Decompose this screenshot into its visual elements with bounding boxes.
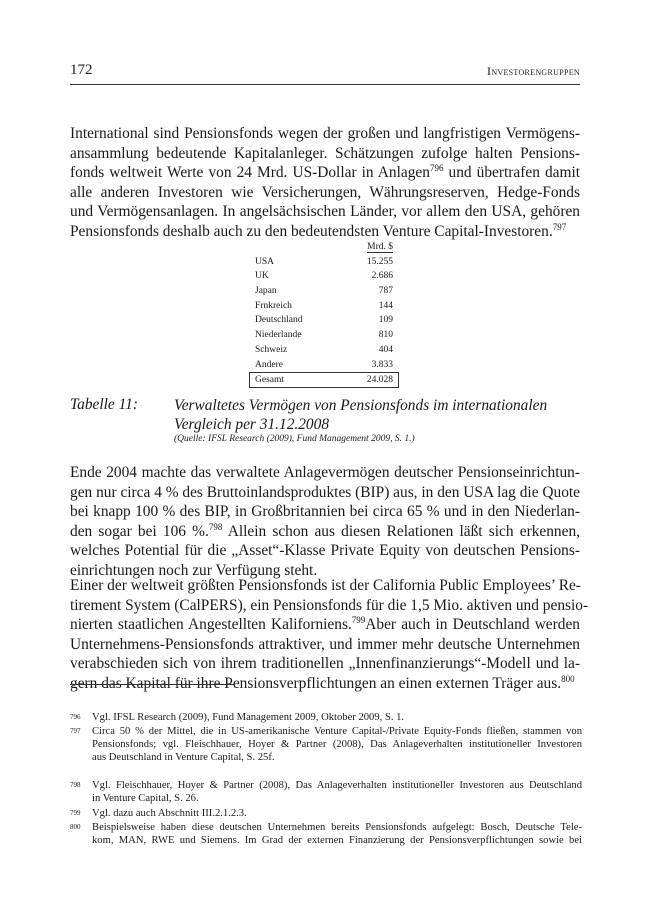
footnote-text — [92, 780, 582, 806]
table-cell-country: Frnkreich — [255, 300, 292, 311]
table-cell-country: Schweiz — [255, 344, 288, 355]
table-cell-value: 144 — [378, 300, 393, 311]
footnote-ref[interactable]: 798 — [208, 521, 223, 532]
paragraph-line: bei knapp 100 % des BIP, in Großbritannien bei circa 65 % und in den Niederlan- — [70, 503, 580, 521]
footnote-text — [92, 726, 582, 764]
table-row — [249, 284, 399, 299]
paragraph-line: verabschieden sich von ihrem traditionellen „Innenfinanzierungs“-Modell und la- — [70, 655, 580, 673]
table-cell-value: 810 — [378, 330, 393, 341]
footnote-line: Vgl. dazu auch Abschnitt III.2.1.2.3. — [92, 808, 247, 819]
table-cell-value: 3.833 — [371, 359, 393, 370]
table-cell-country: Deutschland — [255, 315, 303, 326]
footnote-text — [92, 712, 582, 725]
table-cell-value: 787 — [378, 286, 393, 297]
pension-assets-table — [249, 240, 399, 388]
paragraph-line — [70, 163, 580, 183]
table-cell-value: 404 — [378, 344, 393, 355]
footnote-text — [92, 822, 582, 848]
footnote-ref[interactable]: 800 — [561, 673, 575, 684]
table-unit-header: Mrd. $ — [367, 242, 393, 252]
table-total-row — [249, 372, 399, 388]
footnote-divider — [70, 684, 235, 685]
table-cell-country: USA — [255, 256, 275, 267]
page-number: 172 — [70, 62, 93, 78]
footnote-number: 799 — [70, 809, 81, 817]
table-row — [249, 255, 399, 270]
table-total-label: Gesamt — [255, 375, 285, 386]
footnote-ref[interactable]: 796 — [429, 163, 444, 174]
caption-line: Verwaltetes Vermögen von Pensionsfonds im internationalen — [174, 397, 548, 414]
paragraph-2 — [70, 463, 580, 581]
paragraph-1 — [70, 124, 580, 242]
paragraph-line: einrichtungen noch zur Verfügung steht. — [70, 561, 318, 579]
text-span: gern das Kapital für ihre Pensionsverpflichtungen an einen externen Träger aus. — [70, 674, 562, 692]
footnote-line: kom, MAN, RWE und Siemens. Im Grad der externen Finanzierung der Pensionsverpflichtungen sowie bei — [92, 834, 582, 846]
table-row — [249, 313, 399, 328]
footnote-line: in Venture Capital, S. 26. — [92, 792, 199, 804]
footnote-line: Pensionsfonds; vgl. Fleischhauer, Hoyer & Partner (2008), Das Anlageverhalten institutioneller Investoren — [92, 738, 582, 750]
text-span: Pensionsfonds deshalb auch zu den bedeutendsten Venture Capital-Investoren. — [70, 222, 553, 240]
paragraph-line: International sind Pensionsfonds wegen der großen und langfristigen Vermögens- — [70, 125, 580, 142]
footnote-line: aus Deutschland in Venture Capital, S. 25f. — [92, 751, 275, 763]
table-cell-value: 2.686 — [371, 271, 393, 282]
paragraph-line: Ende 2004 machte das verwaltete Anlagevermögen deutscher Pensionseinrichtun- — [70, 464, 580, 481]
table-cell-value: 109 — [378, 315, 393, 326]
table-cell-country: Niederlande — [255, 330, 302, 341]
paragraph-line — [70, 522, 580, 542]
paragraph-3 — [70, 576, 589, 694]
paragraph-line: gen nur circa 4 % des Bruttoinlandsproduktes (BIP) aus, in den USA lag die Quote — [70, 483, 580, 501]
footnote-text — [92, 808, 582, 821]
footnote-number: 798 — [70, 781, 81, 789]
paragraph-line: alle anderen Investoren wie Versicherungen, Währungsreserven, Hedge-Fonds — [70, 183, 580, 201]
table-caption-text — [174, 396, 584, 434]
page-header — [70, 62, 580, 85]
footnote-line: Vgl. IFSL Research (2009), Fund Management 2009, Oktober 2009, S. 1. — [92, 712, 405, 723]
table-row — [249, 343, 399, 358]
paragraph-line: Unternehmens-Pensionsfonds attraktiver, und immer mehr deutsche Unternehmen — [70, 635, 580, 653]
table-row — [249, 269, 399, 284]
table-total-value: 24.028 — [366, 375, 393, 386]
table-cell-country: UK — [255, 271, 269, 282]
text-span: den sogar bei 106 %. — [70, 522, 209, 540]
footnote-ref[interactable]: 797 — [552, 221, 567, 232]
paragraph-line: welches Potential für die „Asset“-Klasse Private Equity von deutschen Pensions- — [70, 542, 580, 560]
text-span: fonds weltweit Werte von 24 Mrd. US-Dollar in Anlagen — [70, 164, 430, 182]
footnote-number: 796 — [70, 713, 81, 721]
footnote-line: Vgl. Fleischhauer, Hoyer & Partner (2008), Das Anlageverhalten institutioneller Investoren aus Deutschland — [92, 780, 582, 791]
table-caption-label: Tabelle 11: — [70, 396, 138, 413]
table-row — [249, 328, 399, 343]
text-span: Allein schon aus diesen Relationen läßt sich erkennen, — [227, 522, 580, 540]
paragraph-line — [70, 222, 580, 242]
text-span: und übertrafen damit — [448, 164, 580, 182]
footnote-number: 797 — [70, 727, 81, 735]
footnote-number: 800 — [70, 823, 81, 831]
table-row — [249, 358, 399, 373]
paragraph-line: und Vermögensanlagen. In angelsächsischen Länder, vor allem den USA, gehören — [70, 203, 580, 221]
table-row — [249, 299, 399, 314]
table-cell-country: Japan — [255, 286, 277, 297]
running-head: Investorengruppen — [487, 64, 580, 78]
paragraph-line: ansammlung bedeutende Kapitalanleger. Schätzungen zufolge halten Pensions- — [70, 144, 580, 162]
footnote-ref[interactable]: 799 — [351, 615, 366, 626]
text-span: nierten staatlichen Angestellten Kaliforniens. — [70, 616, 352, 634]
table-cell-value: 15.255 — [366, 256, 393, 267]
paragraph-line: tirement System (CalPERS), ein Pensionsfonds für die 1,5 Mio. aktiven und pensio- — [70, 596, 589, 614]
paragraph-line — [70, 615, 580, 635]
footnote-line: Circa 50 % der Mittel, die in US-amerikanische Venture Capital-/Private Equity-Fonds fließen, stammen von — [92, 726, 582, 737]
table-caption-source: (Quelle: IFSL Research (2009), Fund Management 2009, S. 1.) — [174, 434, 415, 444]
footnote-line: Beispielsweise haben diese deutschen Unternehmen bereits Pensionsfonds aufgelegt: Bosch, Deutsche Tele- — [92, 822, 582, 833]
table-cell-country: Andere — [255, 359, 283, 370]
paragraph-line: Einer der weltweit größten Pensionsfonds ist der California Public Employees’ Re- — [70, 577, 581, 594]
caption-line: Vergleich per 31.12.2008 — [174, 416, 330, 433]
table-header — [249, 240, 399, 255]
text-span: Aber auch in Deutschland werden — [365, 616, 580, 634]
